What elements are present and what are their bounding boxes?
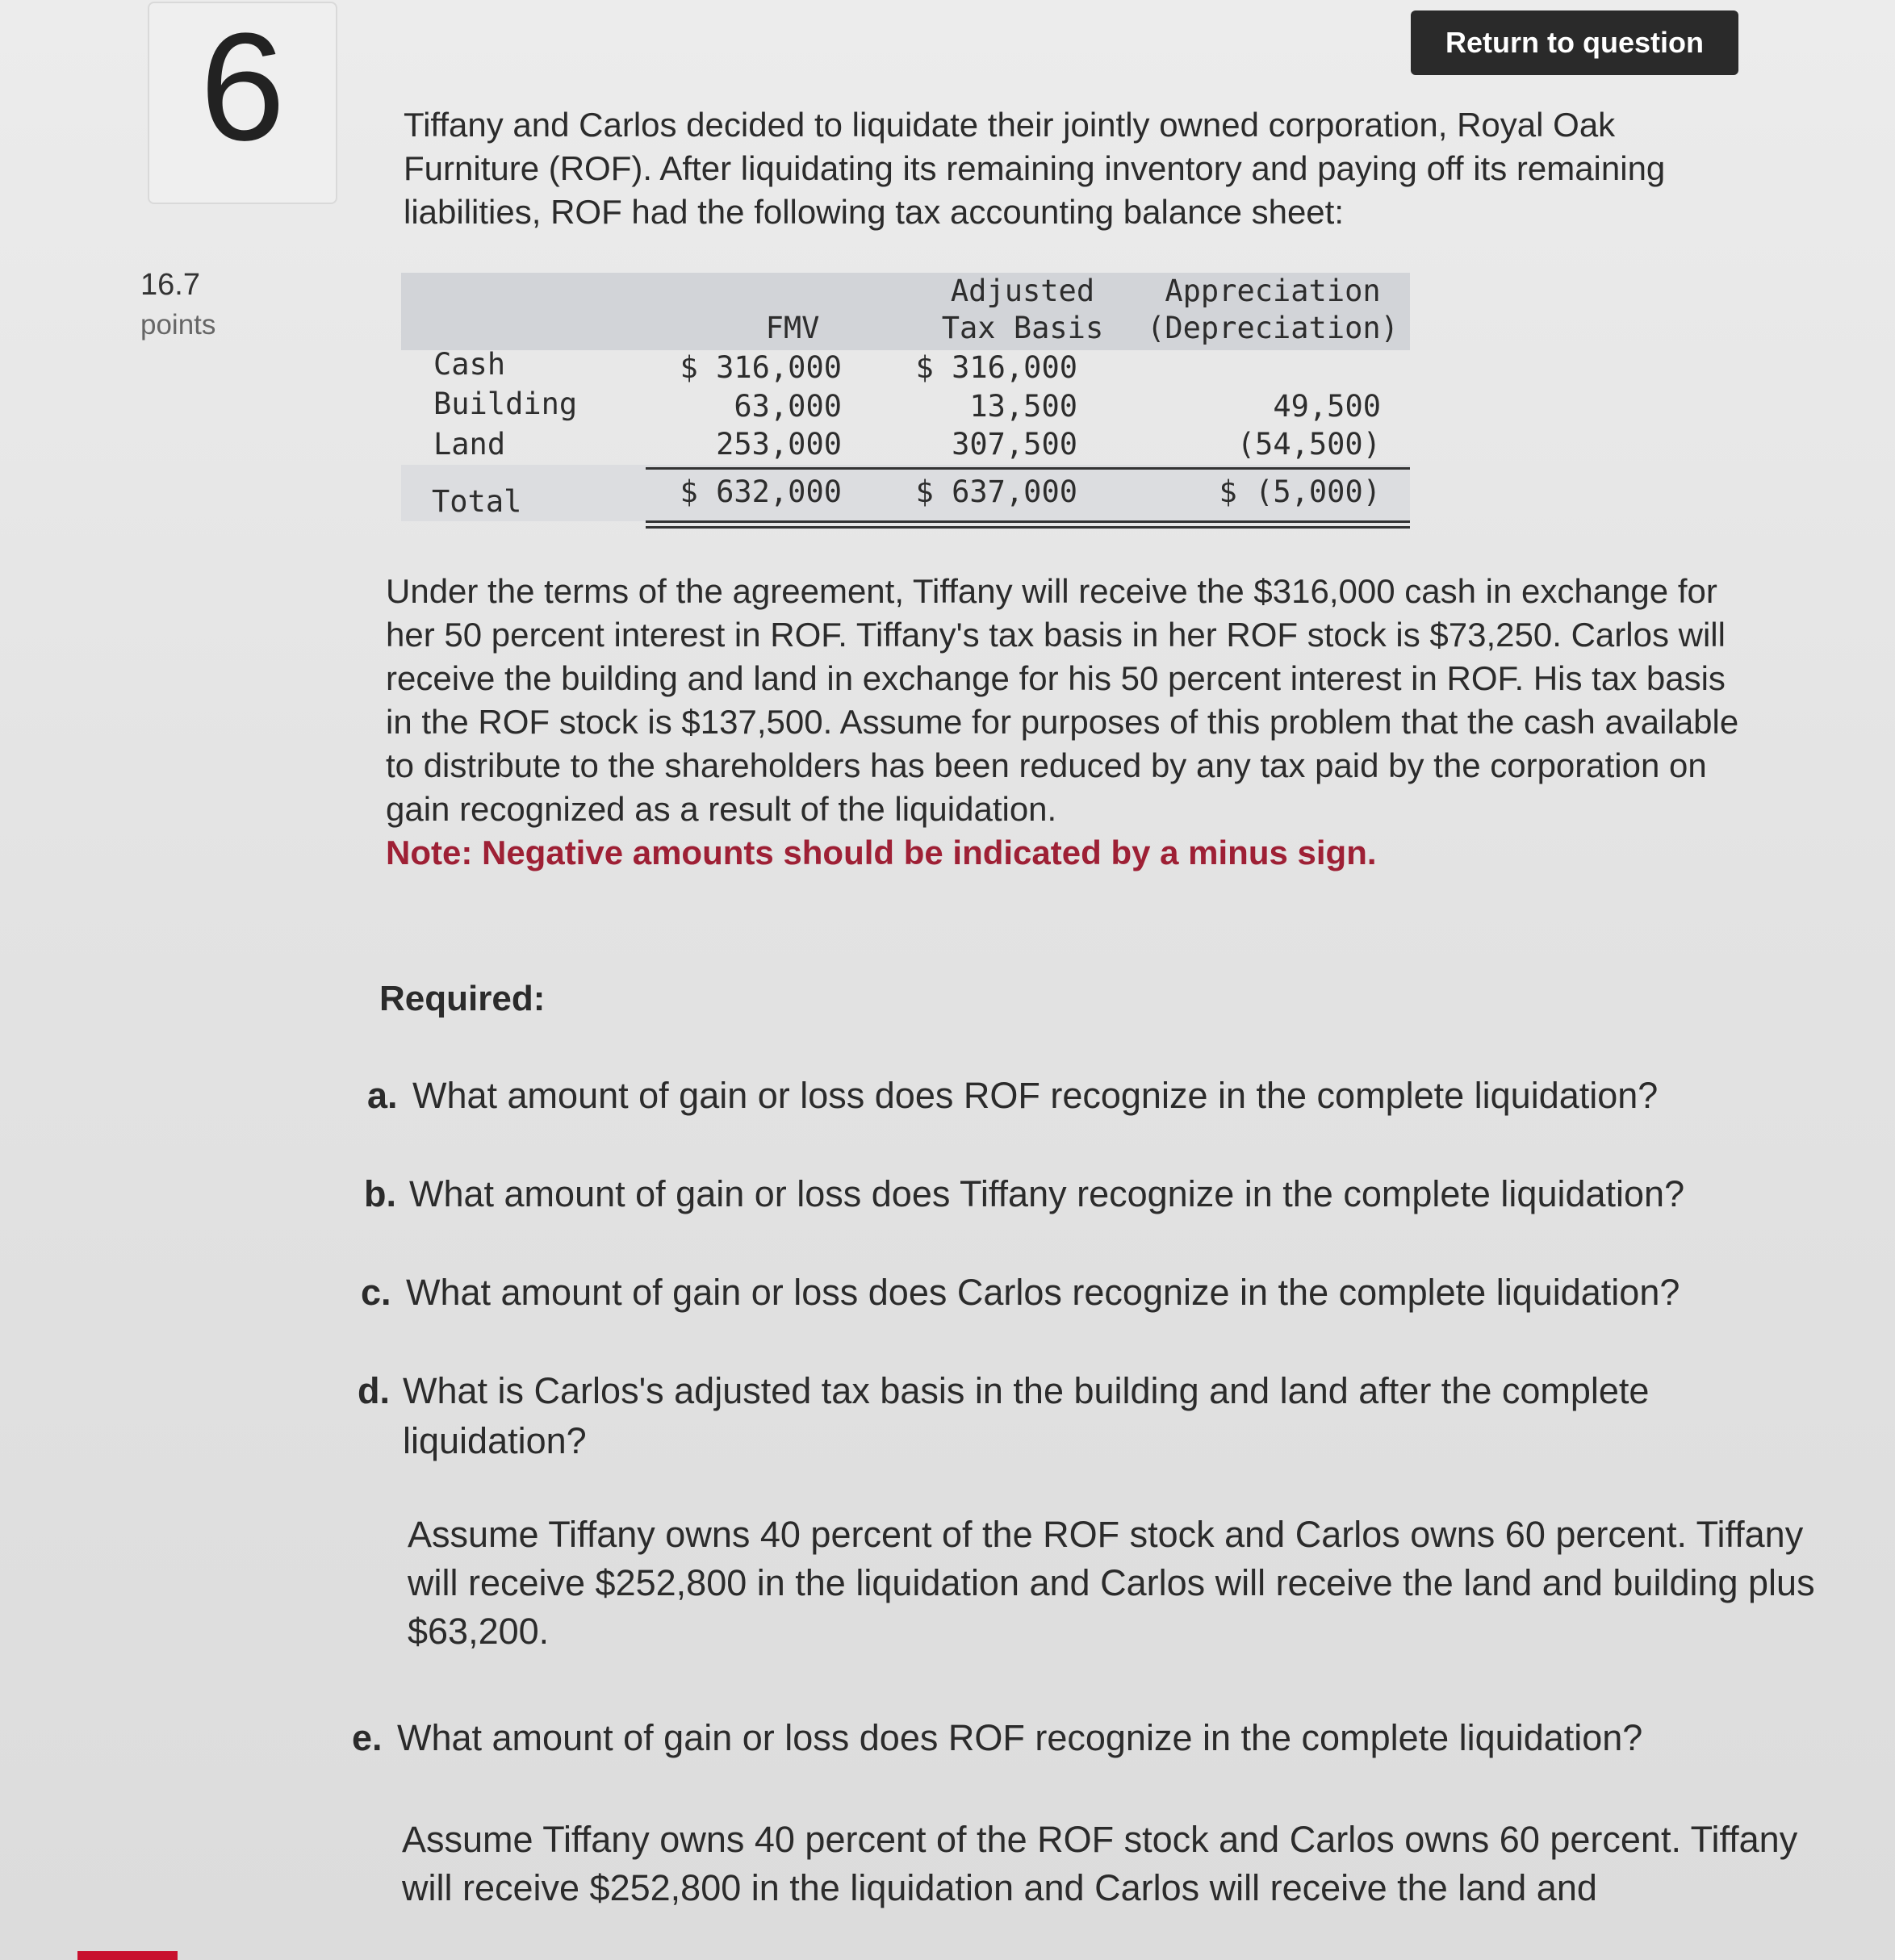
total-basis: $ 637,000 xyxy=(915,474,1077,509)
question-b-text: What amount of gain or loss does Tiffany recognize in the complete liquidation? xyxy=(409,1173,1685,1214)
question-a xyxy=(367,1071,1804,1121)
building-basis: 13,500 xyxy=(969,389,1077,424)
total-fmv: $ 632,000 xyxy=(680,474,842,509)
scenario-text: Under the terms of the agreement, Tiffany will receive the $316,000 cash in exchange for her 50 percent interest in ROF. Tiffany's tax basis in her ROF stock is $73,250. Carlos will receive the building and land in exchange for his 50 percent interest in ROF. His tax basis in the ROF stock is $137,500. Assume for purposes of this problem that the cash available to distribute to the shareholders has been reduced by any tax paid by the corporation on gain recognized as a result of the liquidation. xyxy=(386,572,1739,828)
row-label-total: Total xyxy=(432,484,522,519)
negative-amounts-note: Note: Negative amounts should be indicated by a minus sign. xyxy=(386,834,1377,871)
row-label-building: Building xyxy=(433,387,578,421)
total-double-rule-bottom xyxy=(646,526,1410,529)
building-appreciation: 49,500 xyxy=(1273,389,1381,424)
question-number: 6 xyxy=(199,1,286,173)
question-a-letter: a. xyxy=(367,1075,398,1116)
question-e-text: What amount of gain or loss does ROF recognize in the complete liquidation? xyxy=(397,1717,1643,1758)
cash-fmv: $ 316,000 xyxy=(680,350,842,385)
points-label: points xyxy=(140,309,216,341)
question-d xyxy=(358,1366,1778,1466)
total-appreciation: $ (5,000) xyxy=(1219,474,1381,509)
question-d-text: What is Carlos's adjusted tax basis in the building and land after the complete liquidation? xyxy=(403,1370,1650,1461)
question-b-letter: b. xyxy=(364,1173,396,1214)
progress-indicator xyxy=(77,1951,178,1960)
question-c-letter: c. xyxy=(361,1272,391,1313)
cash-basis: $ 316,000 xyxy=(915,350,1077,385)
header-fmv: FMV xyxy=(765,311,820,345)
intro-paragraph: Tiffany and Carlos decided to liquidate their jointly owned corporation, Royal Oak Furniture (ROF). After liquidating its remaining inventory and paying off its remaining liabilities, ROF had the following tax accounting balance sheet: xyxy=(404,106,1666,231)
question-b xyxy=(364,1169,1833,1219)
header-appreciation-line2: (Depreciation) xyxy=(1147,311,1399,345)
question-d-letter: d. xyxy=(358,1370,390,1411)
points-block xyxy=(140,268,215,341)
building-fmv: 63,000 xyxy=(734,389,842,424)
header-basis-line2: Tax Basis xyxy=(941,311,1104,345)
land-appreciation: (54,500) xyxy=(1236,427,1381,462)
assumption-paragraph-1: Assume Tiffany owns 40 percent of the ROF stock and Carlos owns 60 percent. Tiffany will receive $252,800 in the liquidation and Carlos will receive the land and building plus $63,200. xyxy=(408,1514,1815,1652)
points-value: 16.7 xyxy=(140,268,200,302)
question-c xyxy=(361,1268,1830,1318)
question-number-box xyxy=(148,2,337,204)
header-appreciation-line1: Appreciation xyxy=(1165,274,1381,308)
question-e xyxy=(352,1713,1805,1763)
question-e-letter: e. xyxy=(352,1717,383,1758)
total-double-rule-top xyxy=(646,520,1410,523)
question-a-text: What amount of gain or loss does ROF recognize in the complete liquidation? xyxy=(412,1075,1659,1116)
return-to-question-button[interactable]: Return to question xyxy=(1411,10,1738,75)
row-label-land: Land xyxy=(433,427,506,462)
required-heading: Required: xyxy=(379,979,546,1018)
assumption-paragraph-2: Assume Tiffany owns 40 percent of the ROF stock and Carlos owns 60 percent. Tiffany will receive $252,800 in the liquidation and Carlos will receive the land and xyxy=(402,1819,1798,1908)
question-c-text: What amount of gain or loss does Carlos recognize in the complete liquidation? xyxy=(406,1272,1680,1313)
land-fmv: 253,000 xyxy=(716,427,842,462)
land-basis: 307,500 xyxy=(952,427,1077,462)
header-basis-line1: Adjusted xyxy=(950,274,1095,308)
scenario-paragraph xyxy=(386,570,1758,875)
row-label-cash: Cash xyxy=(433,347,506,382)
subtotal-rule xyxy=(646,467,1410,470)
